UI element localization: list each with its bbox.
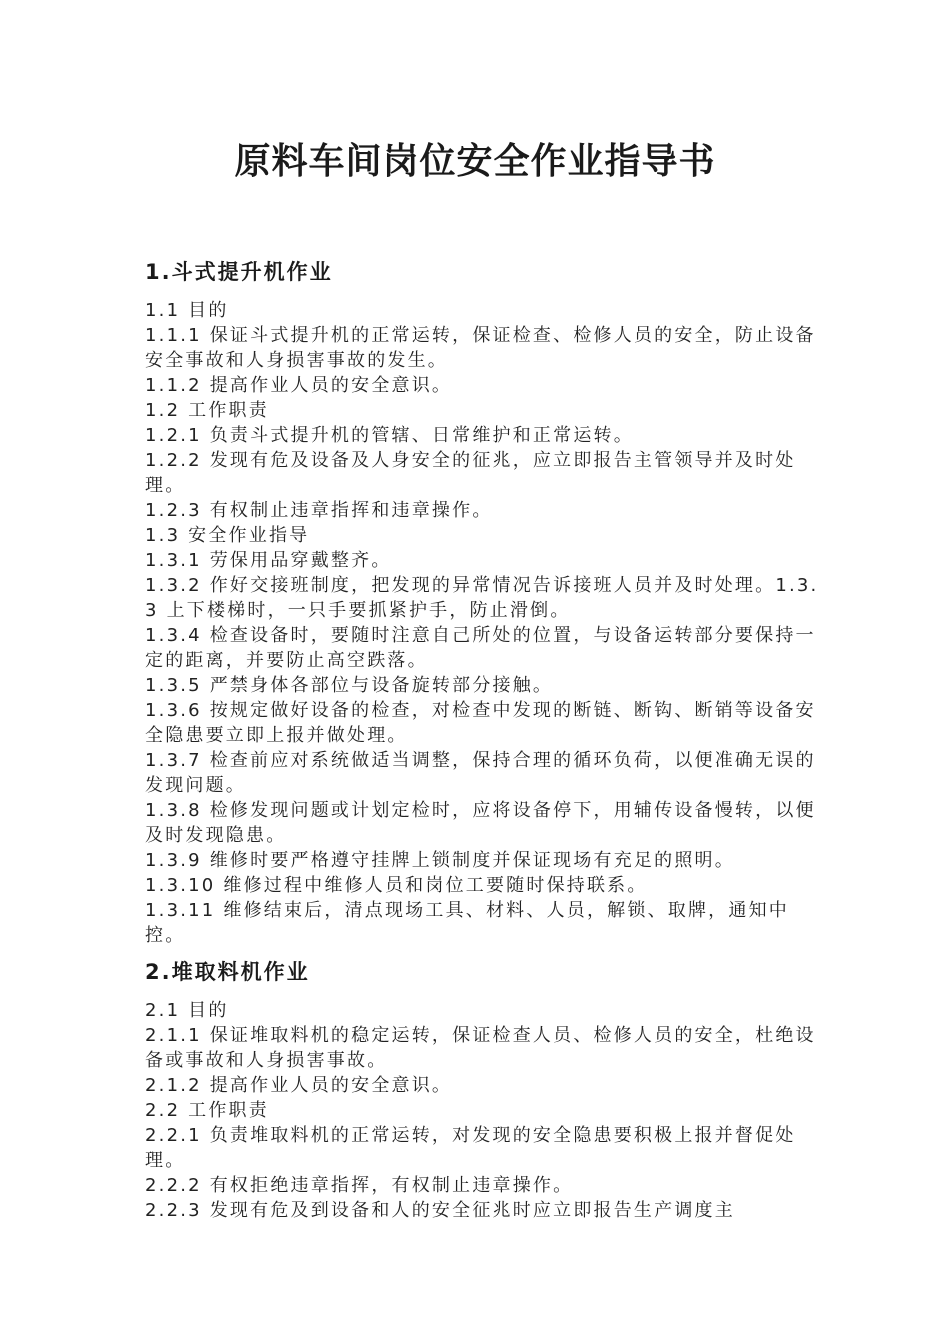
paragraph: 2.1.1 保证堆取料机的稳定运转，保证检查人员、检修人员的安全，杜绝设备或事故和人身损害事故。 [145, 1025, 816, 1071]
paragraph: 1.2.2 发现有危及设备及人身安全的征兆，应立即报告主管领导并及时处理。 [145, 450, 796, 496]
paragraph: 2.2.3 发现有危及到设备和人的安全征兆时应立即报告生产调度主 [145, 1200, 735, 1221]
paragraph: 1.2 工作职责 [145, 400, 269, 421]
paragraph: 1.3.10 维修过程中维修人员和岗位工要随时保持联系。 [145, 875, 648, 896]
section-stacker-reclaimer [145, 956, 825, 1223]
paragraph: 2.2.2 有权拒绝违章指挥，有权制止违章操作。 [145, 1175, 574, 1196]
paragraph: 1.3.2 作好交接班制度，把发现的异常情况告诉接班人员并及时处理。1.3.3 上下楼梯时，一只手要抓紧护手，防止滑倒。 [145, 575, 819, 621]
paragraph: 1.3.4 检查设备时，要随时注意自己所处的位置，与设备运转部分要保持一定的距离，并要防止高空跌落。 [145, 625, 816, 671]
paragraph: 1.3.1 劳保用品穿戴整齐。 [145, 550, 392, 571]
paragraph: 2.2.1 负责堆取料机的正常运转，对发现的安全隐患要积极上报并督促处理。 [145, 1125, 796, 1171]
paragraph: 1.1 目的 [145, 300, 229, 321]
paragraph: 2.1.2 提高作业人员的安全意识。 [145, 1075, 453, 1096]
paragraph: 1.3.6 按规定做好设备的检查，对检查中发现的断链、断钩、断销等设备安全隐患要立即上报并做处理。 [145, 700, 816, 746]
paragraph: 1.3 安全作业指导 [145, 525, 310, 546]
paragraph: 1.3.8 检修发现问题或计划定检时，应将设备停下，用辅传设备慢转，以便及时发现隐患。 [145, 800, 816, 846]
paragraph: 1.3.7 检查前应对系统做适当调整，保持合理的循环负荷，以便准确无误的发现问题。 [145, 750, 816, 796]
paragraph: 1.3.5 严禁身体各部位与设备旋转部分接触。 [145, 675, 554, 696]
section-heading: 2.堆取料机作业 [145, 960, 310, 984]
document-title: 原料车间岗位安全作业指导书 [234, 141, 716, 182]
section-heading: 1.斗式提升机作业 [145, 260, 333, 284]
section-bucket-elevator [145, 256, 825, 948]
paragraph: 1.3.11 维修结束后，清点现场工具、材料、人员，解锁、取牌，通知中控。 [145, 900, 789, 946]
paragraph: 1.2.3 有权制止违章指挥和违章操作。 [145, 500, 493, 521]
paragraph: 1.1.2 提高作业人员的安全意识。 [145, 375, 453, 396]
paragraph: 1.3.9 维修时要严格遵守挂牌上锁制度并保证现场有充足的照明。 [145, 850, 735, 871]
paragraph: 1.2.1 负责斗式提升机的管辖、日常维护和正常运转。 [145, 425, 634, 446]
paragraph: 2.2 工作职责 [145, 1100, 269, 1121]
paragraph: 2.1 目的 [145, 1000, 229, 1021]
paragraph: 1.1.1 保证斗式提升机的正常运转，保证检查、检修人员的安全，防止设备安全事故和人身损害事故的发生。 [145, 325, 816, 371]
